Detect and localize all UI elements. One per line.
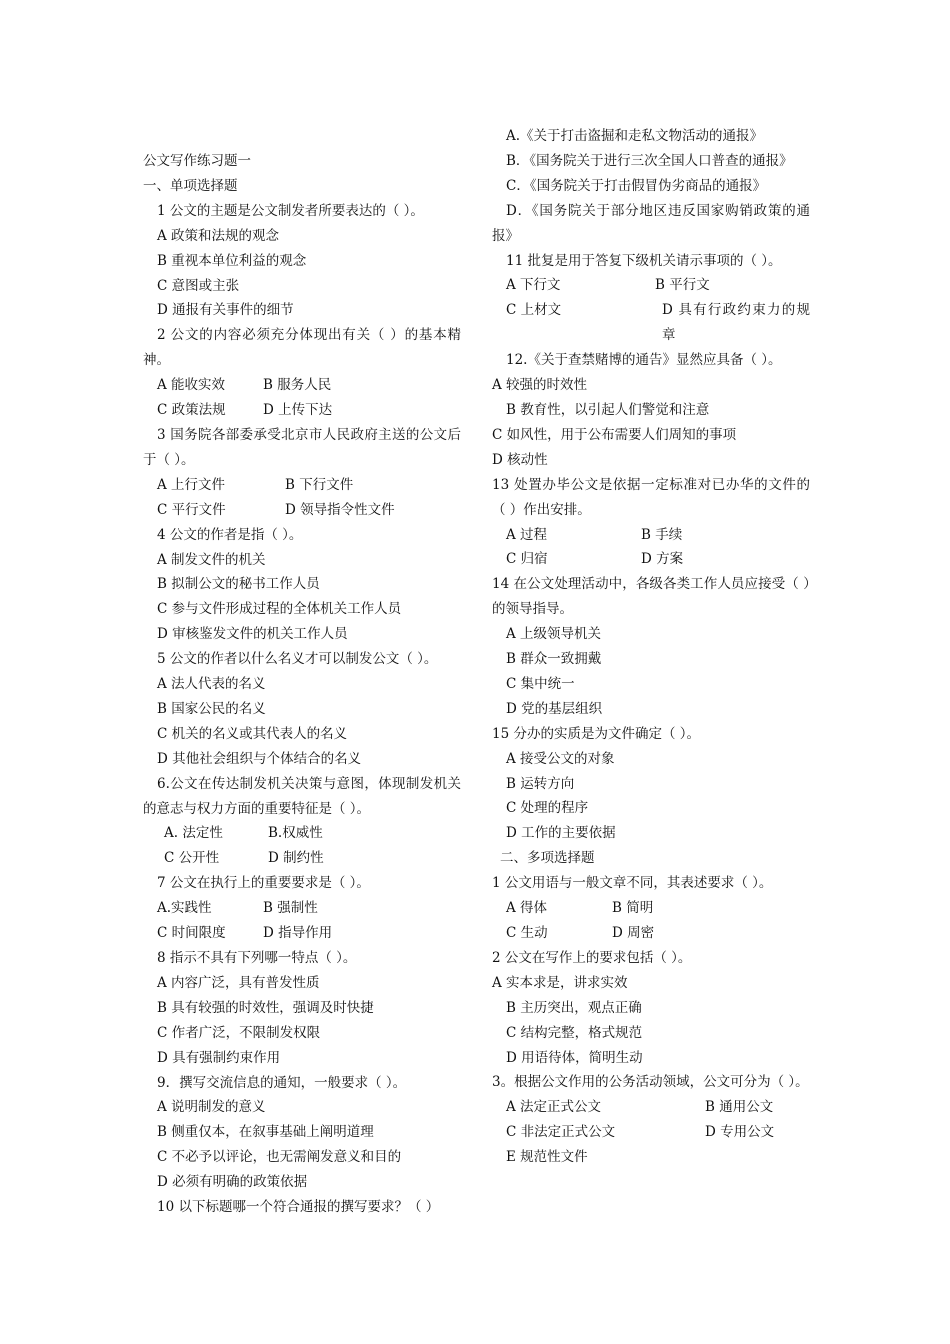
option-row: [492, 1095, 810, 1120]
option: B 主历突出，观点正确: [506, 999, 642, 1016]
question-stem: 10 以下标题哪一个符合通报的撰写要求？（ ）: [157, 1199, 440, 1216]
option: B 下行文件: [285, 476, 354, 493]
option: D 领导指令性文件: [285, 501, 395, 518]
option: A 内容广泛，具有普发性质: [157, 974, 320, 991]
option: C 上材文: [506, 302, 562, 319]
option: C 时间限度: [157, 925, 226, 942]
option-row: [143, 821, 461, 846]
option: C 意图或主张: [157, 277, 240, 294]
option: C 平行文件: [157, 501, 226, 518]
option: A. 法定性: [164, 825, 223, 842]
option: C 归宿: [506, 551, 548, 568]
option: B 国家公民的名义: [157, 700, 266, 717]
option: A 接受公文的对象: [506, 750, 615, 767]
option: C 公开性: [164, 850, 220, 867]
option: A 上行文件: [157, 476, 226, 493]
question-stem: 2 公文在写作上的要求包括（ ）。: [492, 949, 692, 966]
section-heading: 二、多项选择题: [500, 850, 595, 867]
option: D 周密: [612, 925, 655, 942]
option: A 法人代表的名义: [157, 676, 266, 693]
option: B 拟制公文的秘书工作人员: [157, 576, 320, 593]
option: C．《国务院关于打击假冒伪劣商品的通报》: [506, 177, 767, 194]
question-stem: 3。根据公文作用的公务活动领域，公文可分为（ ）。: [492, 1074, 809, 1091]
option: A 政策和法规的观念: [157, 227, 280, 244]
option: B 简明: [612, 900, 654, 917]
question-stem: 2 公文的内容必须充分体现出有关（ ）的基本精神。: [143, 327, 461, 369]
option-row: [143, 473, 461, 498]
option: B.权威性: [268, 825, 323, 842]
option: D 具有行政约束力的规章: [662, 302, 810, 344]
option: D．《国务院关于部分地区违反国家购销政策的通报》: [492, 202, 810, 244]
option-row: [143, 921, 461, 946]
option: D 上传下达: [263, 402, 333, 419]
option-row: [143, 846, 461, 871]
question-stem: 3 国务院各部委承受北京市人民政府主送的公文后于（ ）。: [143, 426, 461, 468]
option: D 制约性: [268, 850, 324, 867]
question-stem: 4 公文的作者是指（ ）。: [157, 526, 303, 543]
option: A 过程: [506, 526, 548, 543]
option: D 具有强制约束作用: [157, 1049, 281, 1066]
question-stem: 6.公文在传达制发机关决策与意图，体现制发机关的意志与权力方面的重要特征是（ ）。: [143, 775, 461, 817]
option: D 方案: [641, 551, 684, 568]
option: B 具有较强的时效性，强调及时快捷: [157, 999, 374, 1016]
option: B 运转方向: [506, 775, 575, 792]
option: C 集中统一: [506, 675, 575, 692]
option: B 服务人民: [263, 377, 332, 394]
left-column: [143, 149, 461, 1220]
option: A.《关于打击盗掘和走私文物活动的通报》: [506, 128, 764, 144]
question-stem: 1 公文的主题是公文制发者所要表达的（ ）。: [157, 202, 424, 219]
right-column: [492, 124, 810, 1170]
option: D 党的基层组织: [506, 700, 603, 717]
question-stem: 13 处置办毕公文是依据一定标准对已办华的文件的（ ）作出安排。: [492, 476, 810, 518]
option: A 说明制发的意义: [157, 1099, 266, 1116]
option: B 群众一致拥戴: [506, 651, 602, 668]
option-row: [492, 273, 810, 298]
option-row: [143, 373, 461, 398]
option: C 如风性，用于公布需要人们周知的事项: [492, 426, 737, 443]
question-stem: 7 公文在执行上的重要要求是（ ）。: [157, 875, 370, 892]
option: C 机关的名义或其代表人的名义: [157, 725, 348, 742]
option: C 结构完整，格式规范: [506, 1024, 643, 1041]
question-stem: 14 在公文处理活动中，各级各类工作人员应接受（ ）的领导指导。: [492, 576, 810, 618]
option: A 得体: [506, 900, 548, 917]
option: B 手续: [641, 526, 683, 543]
question-stem: 9．撰写交流信息的通知，一般要求（ ）。: [157, 1074, 407, 1091]
option: C 作者广泛，不限制发权限: [157, 1024, 321, 1041]
option: C 生动: [506, 925, 548, 942]
option: B 侧重仅本，在叙事基础上阐明道理: [157, 1124, 374, 1141]
section-heading: 一、单项选择题: [143, 177, 238, 194]
option-row: [492, 896, 810, 921]
option: B 教育性，以引起人们警觉和注意: [506, 401, 710, 418]
option: A 实本求是，讲求实效: [492, 974, 628, 991]
option: D 其他社会组织与个体结合的名义: [157, 750, 362, 767]
question-stem: 8 指示不具有下列哪一特点（ ）。: [157, 950, 357, 966]
option: B 通用公文: [705, 1099, 774, 1116]
option: C 参与文件形成过程的全体机关工作人员: [157, 601, 402, 618]
option-row: [492, 1120, 810, 1145]
question-stem: 12.《关于查禁赌博的通告》显然应具备（ ）。: [506, 352, 782, 369]
option: A 法定正式公文: [506, 1099, 602, 1116]
option: D 指导作用: [263, 925, 333, 942]
question-stem: 11 批复是用于答复下级机关请示事项的（ ）。: [506, 252, 782, 269]
option: A 上级领导机关: [506, 626, 602, 643]
option: C 处理的程序: [506, 800, 589, 817]
question-stem: 15 分办的实质是为文件确定（ ）。: [492, 725, 701, 742]
option: B 平行文: [655, 277, 710, 294]
option: C 政策法规: [157, 402, 226, 419]
question-stem: 5 公文的作者以什么名义才可以制发公文（ ）。: [157, 651, 438, 668]
option: D 通报有关事件的细节: [157, 302, 294, 319]
option-row: [143, 498, 461, 523]
option-row: [492, 921, 810, 946]
option: E 规范性文件: [506, 1149, 588, 1166]
option: C 非法定正式公文: [506, 1124, 616, 1141]
option-row: [143, 896, 461, 921]
option: C 不必予以评论，也无需阐发意义和目的: [157, 1149, 402, 1166]
option: A.实践性: [157, 900, 212, 917]
question-stem: 1 公文用语与一般文章不同，其表述要求（ ）。: [492, 875, 773, 892]
option: D 专用公文: [705, 1124, 775, 1141]
document-title: 公文写作练习题一: [143, 153, 251, 169]
option: A 制发文件的机关: [157, 551, 266, 568]
option: B 强制性: [263, 900, 318, 917]
option-row: [143, 398, 461, 423]
option-row: [492, 523, 810, 548]
option-row: [492, 547, 810, 572]
option: B．《国务院关于进行三次全国人口普查的通报》: [506, 152, 793, 169]
option: D 用语待体，简明生动: [506, 1049, 643, 1066]
option: A 能收实效: [157, 377, 226, 394]
option: D 必须有明确的政策依据: [157, 1174, 308, 1191]
option: B 重视本单位利益的观念: [157, 252, 307, 269]
option: D 核动性: [492, 451, 548, 468]
option: A 下行文: [506, 277, 561, 294]
option: D 工作的主要依据: [506, 825, 616, 842]
option: D 审核鉴发文件的机关工作人员: [157, 626, 348, 643]
option: A 较强的时效性: [492, 377, 588, 394]
